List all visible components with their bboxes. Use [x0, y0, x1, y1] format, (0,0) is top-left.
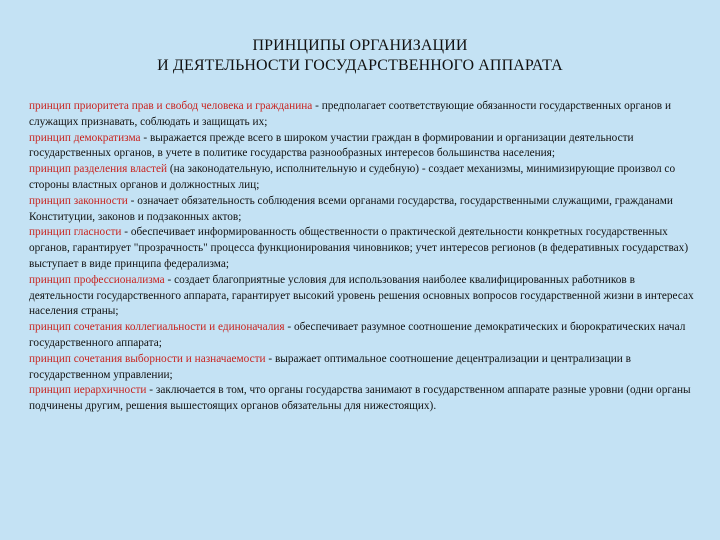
principle-term: принцип демократизма: [29, 131, 141, 144]
principle-collegiality: [29, 320, 701, 352]
principle-description: - выражается прежде всего в широком участии граждан в формировании и организации деятельности государственных органов, в учете в политике государства разнообразных интересов большинства населения;: [29, 131, 634, 160]
principle-description: - означает обязательность соблюдения всеми органами государства, государственными служащими, гражданами Конституции, законов и подзаконных актов;: [29, 194, 673, 223]
principle-legality: [29, 194, 701, 226]
principle-term: принцип профессионализма: [29, 273, 165, 286]
principle-term: принцип иерархичности: [29, 384, 147, 397]
principle-description: - создает благоприятные условия для использования наиболее квалифицированных работников в деятельности государственного аппарата, гарантирует высокий уровень решения основных вопросов государственной жизни в интересах населения страны;: [29, 273, 694, 318]
principle-rights: [29, 99, 701, 131]
principle-hierarchy: [29, 383, 701, 415]
principle-election-appointment: [29, 352, 701, 384]
principle-term: принцип приоритета прав и свобод человека и гражданина: [29, 100, 313, 112]
principle-professionalism: [29, 273, 701, 320]
principle-democracy: [29, 131, 701, 163]
principle-separation-of-powers: [29, 162, 701, 194]
principle-description: - заключается в том, что органы государства занимают в государственном аппарате разные уровни (одни органы подчинены другим, решения вышестоящих органов обязательны для нижестоящих).: [29, 384, 691, 413]
principle-term: принцип законности: [29, 194, 128, 207]
principle-description: - обеспечивает информированность общественности о практической деятельности конкретных государственных органов, гарантирует "прозрачность" процесса функционирования чиновников; учет интересов регионов (в федеративных государствах) выступает в виде принципа федерализма;: [29, 226, 689, 270]
slide-title: [0, 36, 720, 76]
title-line-1: ПРИНЦИПЫ ОРГАНИЗАЦИИ: [252, 37, 468, 54]
principle-description: - обеспечивает разумное соотношение демократических и бюрократических начал государственного аппарата;: [29, 321, 686, 349]
principle-term: принцип разделения властей: [29, 163, 168, 176]
principle-description: - выражает оптимальное соотношение децентрализации и централизации в государственном управлении;: [29, 352, 632, 381]
principle-publicity: [29, 225, 701, 272]
principle-description: - предполагает соответствующие обязанности государственных органов и служащих признавать, соблюдать и защищать их;: [29, 100, 672, 128]
principle-term: принцип гласности: [29, 226, 122, 239]
principle-term: принцип сочетания выборности и назначаемости: [29, 352, 266, 365]
principle-term: принцип сочетания коллегиальности и единоначалия: [29, 321, 285, 334]
principle-description: (на законодательную, исполнительную и судебную) - создает механизмы, минимизирующие произвол со стороны властных органов и должностных лиц;: [29, 163, 676, 191]
principles-list: [29, 99, 701, 415]
title-line-2: И ДЕЯТЕЛЬНОСТИ ГОСУДАРСТВЕННОГО АППАРАТА: [157, 57, 563, 74]
